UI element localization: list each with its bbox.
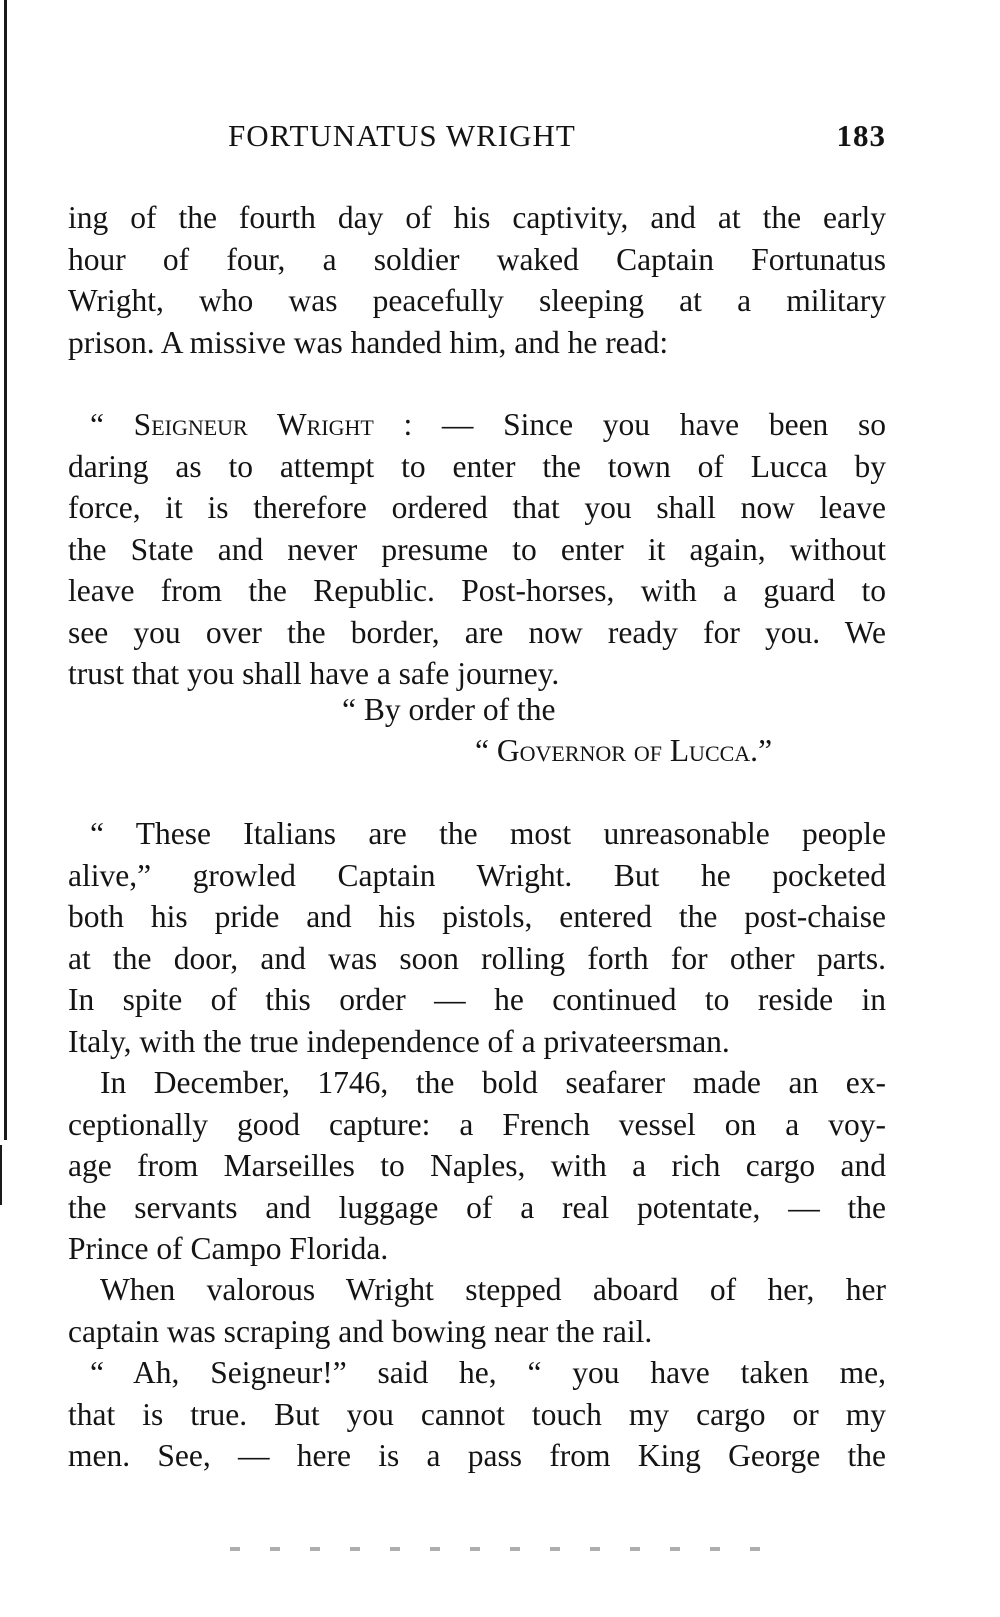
letter-block xyxy=(68,404,886,695)
letter-salutation: Seigneur Wright xyxy=(133,407,374,442)
text-line: Prince of Campo Florida. xyxy=(68,1231,389,1266)
text-line: hour of four, a soldier waked Captain Fortunatus xyxy=(68,241,886,277)
letter-signoff-2 xyxy=(475,733,772,769)
letter-signoff-1: “ By order of the xyxy=(342,692,556,727)
letter-line: force, it is therefore ordered that you shall now leave xyxy=(68,490,886,525)
open-quote: “ xyxy=(90,407,134,442)
text-line: “ These Italians are the most unreasonable people xyxy=(90,816,886,851)
letter-salutation-line xyxy=(68,404,886,446)
text-line: ing of the fourth day of his captivity, and at the early xyxy=(68,200,886,235)
letter-line: see you over the border, are now ready for you. We xyxy=(68,614,886,650)
paragraph-5 xyxy=(68,1352,886,1477)
page-header xyxy=(68,118,886,162)
paragraph-4 xyxy=(68,1269,886,1352)
text-line: ceptionally good capture: a French vessel on a voy- xyxy=(68,1106,886,1142)
text-line: both his pride and his pistols, entered the post-chaise xyxy=(68,899,886,934)
text-line: captain was scraping and bowing near the rail. xyxy=(68,1313,653,1349)
binding-edge-line xyxy=(4,0,7,1140)
binding-edge-mark xyxy=(0,1145,2,1205)
text-line: age from Marseilles to Naples, with a rich cargo and xyxy=(68,1148,886,1183)
signoff-open-quote: “ xyxy=(475,733,497,768)
letter-salutation-rest: : — Since you have been so xyxy=(373,407,887,442)
letter-line: trust that you shall have a safe journey. xyxy=(68,656,560,691)
text-line: In spite of this order — he continued to reside in xyxy=(68,982,886,1017)
text-line: Wright, who was peacefully sleeping at a military xyxy=(68,283,886,318)
letter-line: daring as to attempt to enter the town of Lucca by xyxy=(68,448,886,484)
paragraph-1 xyxy=(68,197,886,363)
text-line: that is true. But you cannot touch my cargo or my xyxy=(68,1396,886,1432)
signoff-close-quote: ” xyxy=(758,733,773,768)
letter-line: leave from the Republic. Post-horses, with a guard to xyxy=(68,573,886,608)
cropped-next-line-marks xyxy=(230,1547,770,1551)
signoff-governor: Governor of Lucca. xyxy=(496,733,759,768)
text-line: alive,” growled Captain Wright. But he pocketed xyxy=(68,857,886,893)
text-line: men. See, — here is a pass from King George the xyxy=(68,1438,886,1473)
text-line: the servants and luggage of a real potentate, — the xyxy=(68,1189,886,1225)
running-title: FORTUNATUS WRIGHT xyxy=(228,118,576,153)
text-line: Italy, with the true independence of a privateersman. xyxy=(68,1023,730,1059)
text-line: In December, 1746, the bold seafarer made an ex- xyxy=(100,1065,886,1100)
text-line: prison. A missive was handed him, and he read: xyxy=(68,324,669,360)
text-line: “ Ah, Seigneur!” said he, “ you have taken me, xyxy=(90,1355,886,1390)
page-number: 183 xyxy=(836,118,886,153)
letter-line: the State and never presume to enter it again, without xyxy=(68,531,886,567)
paragraph-3 xyxy=(68,1062,886,1270)
text-line: When valorous Wright stepped aboard of her, her xyxy=(100,1272,886,1307)
text-line: at the door, and was soon rolling forth for other parts. xyxy=(68,940,886,976)
paragraph-2 xyxy=(68,813,886,1062)
